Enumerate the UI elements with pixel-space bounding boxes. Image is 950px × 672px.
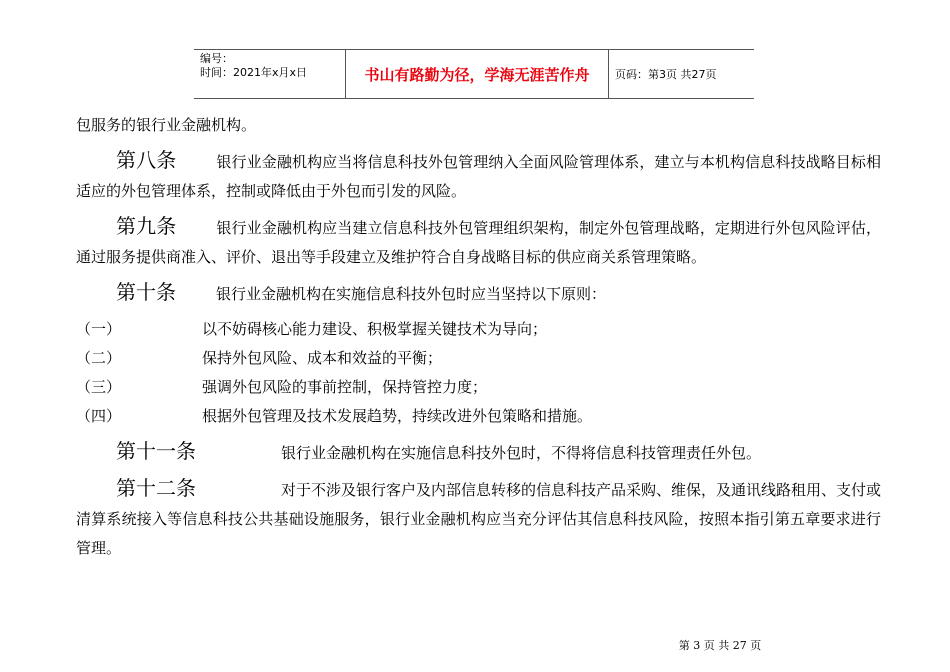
article-text: 对于不涉及银行客户及内部信息转移的信息科技产品采购、维保，及通讯线路租用、支付或清算系统接入等信息科技公共基础设施服务，银行业金融机构应当充分评估其信息科技风险，按照本指引第五章要求进行管理。 <box>76 481 882 557</box>
article-label: 第十条 <box>116 280 176 304</box>
list-item <box>76 402 881 431</box>
header-motto: 书山有路勤为径，学海无涯苦作舟 <box>346 50 609 98</box>
continuation-text: 包服务的银行业金融机构。 <box>76 116 257 134</box>
list-item <box>76 373 881 402</box>
article-text: 银行业金融机构在实施信息科技外包时应当坚持以下原则： <box>216 285 607 303</box>
list-item-number: （一） <box>76 320 122 338</box>
article-text: 银行业金融机构在实施信息科技外包时，不得将信息科技管理责任外包。 <box>281 444 762 462</box>
document-body <box>76 111 881 569</box>
header-left-cell <box>194 50 346 98</box>
document-date: 时间：2021年x月x日 <box>200 66 308 79</box>
document-number-label: 编号： <box>200 52 233 65</box>
article-text: 银行业金融机构应当将信息科技外包管理纳入全面风险管理体系，建立与本机构信息科技战略目标相适应的外包管理体系，控制或降低由于外包而引发的风险。 <box>76 153 881 200</box>
article-label: 第十二条 <box>116 476 196 500</box>
article-12 <box>76 474 881 563</box>
list-item-number: （四） <box>76 407 122 425</box>
page-footer: 第 3 页 共 27 页 <box>678 639 762 652</box>
list-item-text: 根据外包管理及技术发展趋势，持续改进外包策略和措施。 <box>202 407 593 425</box>
article-11 <box>76 437 881 468</box>
list-item-number: （二） <box>76 349 122 367</box>
article-9 <box>76 212 881 272</box>
article-10 <box>76 278 881 309</box>
list-item-text: 强调外包风险的事前控制，保持管控力度； <box>202 378 488 396</box>
article-label: 第八条 <box>116 148 177 172</box>
list-item-text: 以不妨碍核心能力建设、积极掌握关键技术为导向； <box>202 320 548 338</box>
article-text: 银行业金融机构应当建立信息科技外包管理组织架构，制定外包管理战略，定期进行外包风险评估，通过服务提供商准入、评价、退出等手段建立及维护符合自身战略目标的供应商关系管理策略。 <box>76 219 881 266</box>
article-8 <box>76 146 881 206</box>
article-label: 第十一条 <box>116 439 196 463</box>
list-item-text: 保持外包风险、成本和效益的平衡； <box>202 349 443 367</box>
article-label: 第九条 <box>116 214 177 238</box>
list-item <box>76 315 881 344</box>
list-item-number: （三） <box>76 378 122 396</box>
page-header <box>194 49 754 99</box>
header-page-code: 页码：第3页 共27页 <box>615 68 717 81</box>
list-item <box>76 344 881 373</box>
